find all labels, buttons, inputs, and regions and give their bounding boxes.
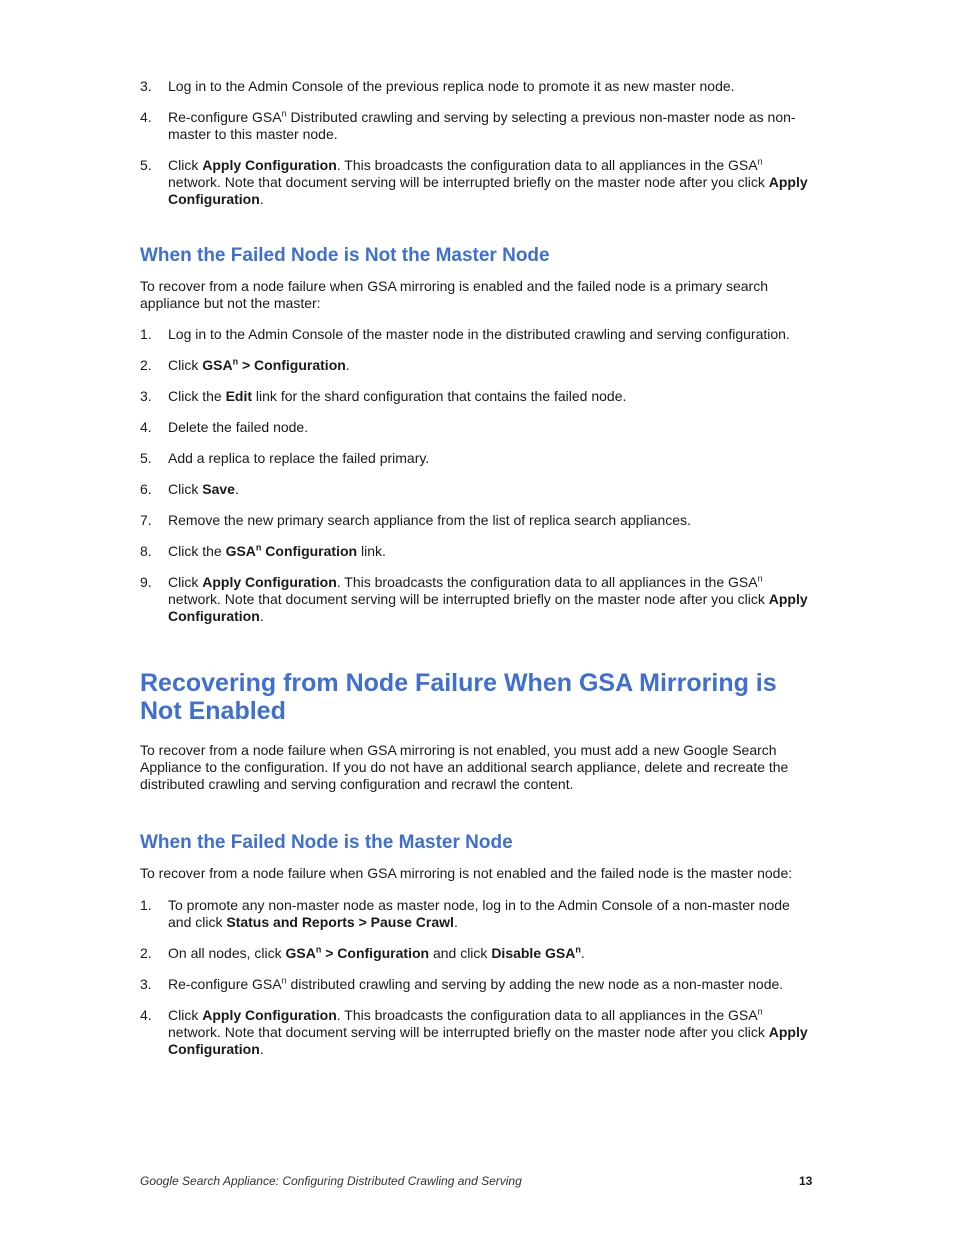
list-item: 2. On all nodes, click $GSA^n$ > Configuration and click Disable GSA$^n$. [140, 944, 585, 961]
step-number: 1. [140, 326, 152, 342]
step-number: 2. [140, 945, 152, 961]
steps-list-not-master [140, 326, 816, 625]
step-number: 3. [140, 388, 152, 404]
section-heading-mirroring-not-enabled: Recovering from Node Failure When GSA Mirroring is Not Enabled [140, 669, 777, 725]
step-number: 4. [140, 109, 152, 125]
footer-title: Google Search Appliance: Configuring Distributed Crawling and Serving [140, 1174, 522, 1188]
list-item: 6. Click Save. [140, 481, 239, 497]
list-item: 8. Click the GSA$^n$ Configuration link. [140, 542, 386, 559]
steps-list-continued [140, 78, 816, 208]
step-number: 1. [140, 897, 152, 913]
section-intro: To recover from a node failure when GSA mirroring is enabled and the failed node is a primary search appliance but not the master: [140, 278, 768, 311]
list-item: 1. Log in to the Admin Console of the master node in the distributed crawling and serving configuration. [140, 326, 790, 342]
step-number: 2. [140, 357, 152, 373]
list-item: 5. Click Apply Configuration. This broadcasts the configuration data to all appliances in the GSA$^n$ network. Note that document serving will be interrupted briefly on the master node after you click Apply Configuration. [140, 156, 808, 207]
step-number: 4. [140, 1007, 152, 1023]
section-heading-not-master: When the Failed Node is Not the Master Node [140, 245, 550, 266]
step-number: 6. [140, 481, 152, 497]
list-item: 4. Click Apply Configuration. This broadcasts the configuration data to all appliances in the GSA$^n$ network. Note that document serving will be interrupted briefly on the master node after you click Apply Configuration. [140, 1006, 808, 1057]
step-number: 8. [140, 543, 152, 559]
list-item: 3. Log in to the Admin Console of the previous replica node to promote it as new master node. [140, 78, 735, 94]
list-item: 7. Remove the new primary search appliance from the list of replica search appliances. [140, 512, 691, 528]
list-item: 2. Click $GSA^n$ > Configuration. [140, 356, 350, 373]
step-number: 5. [140, 450, 152, 466]
step-number: 4. [140, 419, 152, 435]
list-item: 3. Re-configure GSA$^n$ distributed crawling and serving by adding the new node as a non-master node. [140, 975, 784, 992]
section-intro: To recover from a node failure when GSA mirroring is not enabled, you must add a new Google Search Appliance to the configuration. If you do not have an additional search appliance, delete and recreate the distributed crawling and serving configuration and recrawl the content. [140, 742, 789, 792]
list-item: 9. Click Apply Configuration. This broadcasts the configuration data to all appliances in the GSA$^n$ network. Note that document serving will be interrupted briefly on the master node after you click Apply Configuration. [140, 573, 808, 624]
list-item: 4. Delete the failed node. [140, 419, 309, 435]
step-number: 9. [140, 574, 152, 590]
step-number: 5. [140, 157, 152, 173]
step-number: 3. [140, 976, 152, 992]
section-heading-master: When the Failed Node is the Master Node [140, 832, 513, 853]
page-content [140, 78, 816, 1058]
list-item: 4. Re-configure GSA$^n$ Distributed crawling and serving by selecting a previous non-master node as non-master to this master node. [140, 108, 796, 142]
step-number: 7. [140, 512, 152, 528]
steps-list-master [140, 897, 816, 1058]
list-item: 3. Click the Edit link for the shard configuration that contains the failed node. [140, 388, 627, 404]
section-intro: To recover from a node failure when GSA mirroring is not enabled and the failed node is the master node: [140, 865, 793, 881]
step-number: 3. [140, 78, 152, 94]
page-number: 13 [799, 1174, 813, 1188]
list-item: 1. To promote any non-master node as master node, log in to the Admin Console of a non-master node and click Status and Reports > Pause Crawl. [140, 897, 790, 930]
list-item: 5. Add a replica to replace the failed primary. [140, 450, 430, 466]
